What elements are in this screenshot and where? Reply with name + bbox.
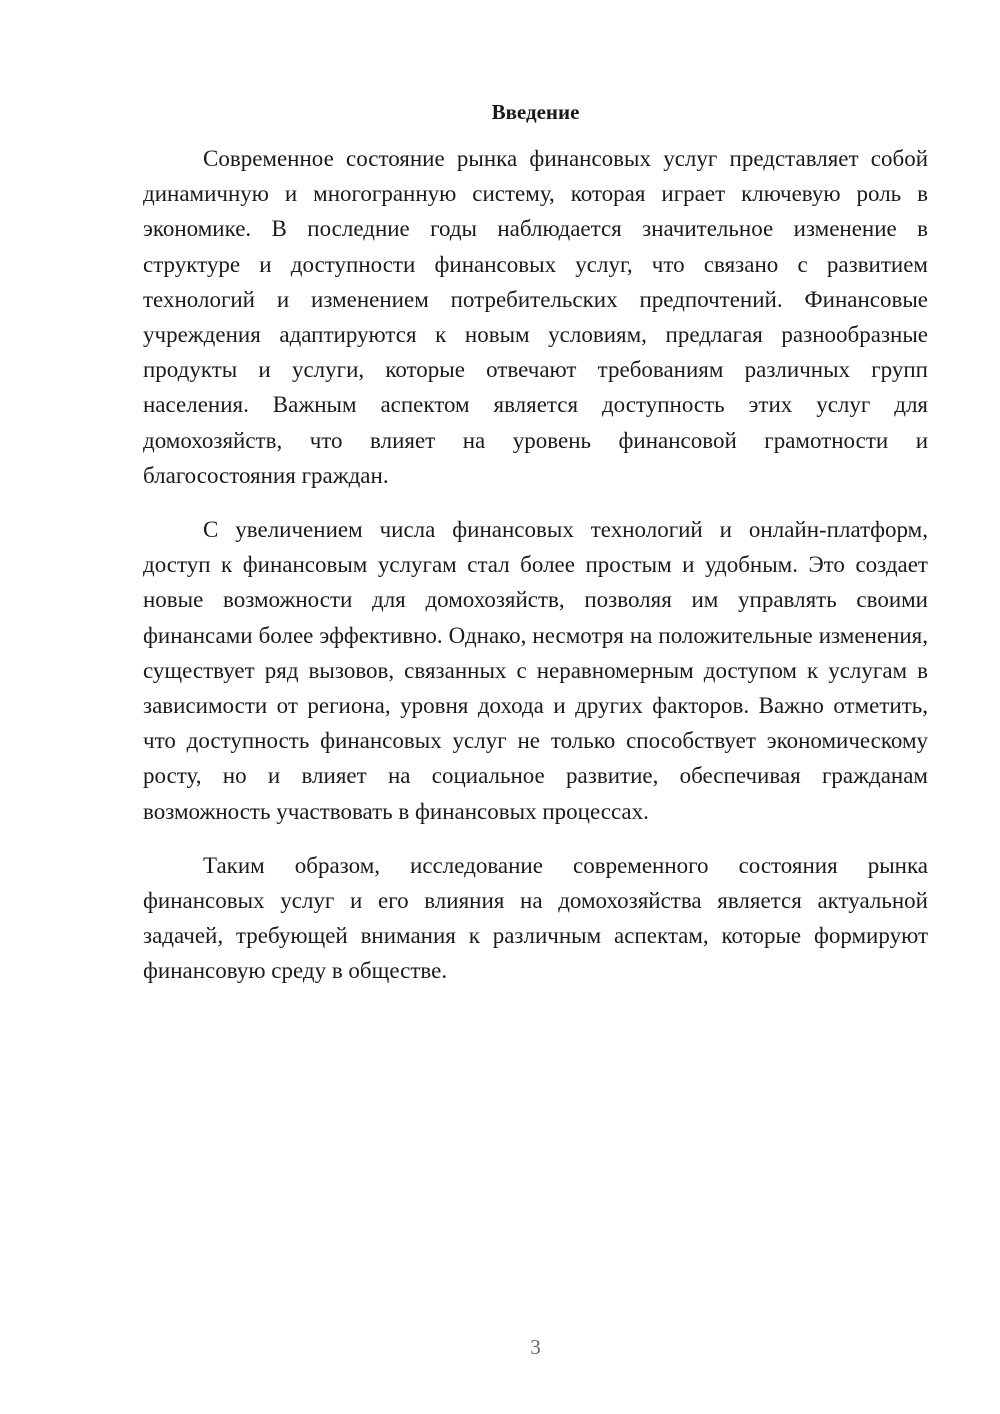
page-number: 3 xyxy=(530,1335,541,1359)
paragraph-2: С увеличением числа финансовых технологий и онлайн-платформ, доступ к финансовым услугам стал более простым и удобным. Это создает новые возможности для домохозяйств, позволяя им управлять своими финансами более эффективно. Однако, несмотря на положительные изменения, существует ряд вызовов, связанных с неравномерным доступом к услугам в зависимости от региона, уровня дохода и других факторов. Важно отметить, что доступность финансовых услуг не только способствует экономическому росту, но и влияет на социальное развитие, обеспечивая гражданам возможность участвовать в финансовых процессах. xyxy=(143,517,928,824)
paragraph-3: Таким образом, исследование современного состояния рынка финансовых услуг и его влияния на домохозяйства является актуальной задачей, требующей внимания к различным аспектам, которые формируют финансовую среду в обществе. xyxy=(143,852,928,984)
body-text xyxy=(143,141,928,1008)
section-heading: Введение xyxy=(491,100,580,124)
paragraph-1: Современное состояние рынка финансовых услуг представляет собой динамичную и многогранную систему, которая играет ключевую роль в экономике. В последние годы наблюдается значительное изменение в структуре и доступности финансовых услуг, что связано с развитием технологий и изменением потребительских предпочтений. Финансовые учреждения адаптируются к новым условиям, предлагая разнообразные продукты и услуги, которые отвечают требованиям различных групп населения. Важным аспектом является доступность этих услуг для домохозяйств, что влияет на уровень финансовой грамотности и благосостояния граждан. xyxy=(143,146,928,488)
